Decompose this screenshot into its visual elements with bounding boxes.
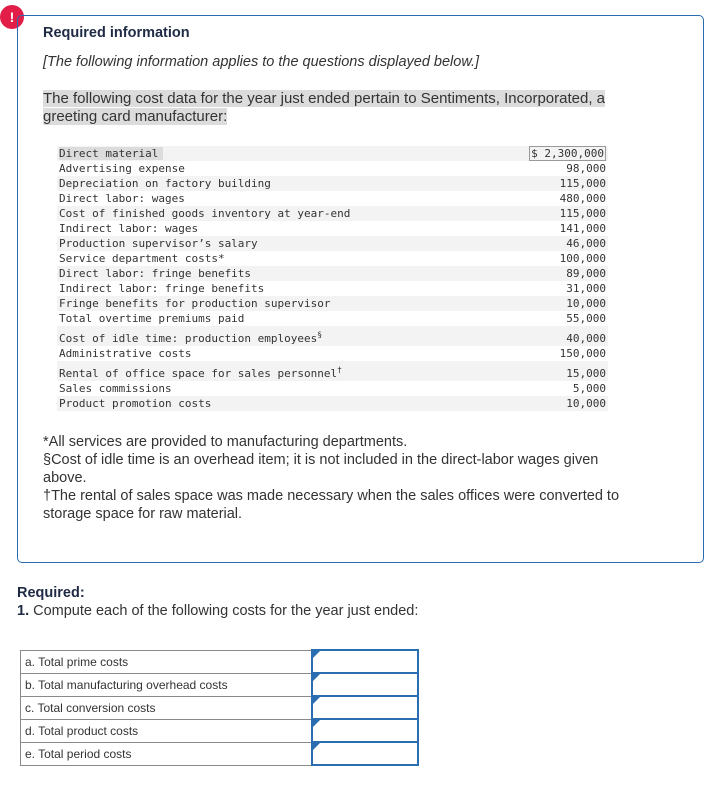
footnotes bbox=[43, 433, 643, 523]
answer-input[interactable] bbox=[313, 721, 417, 740]
cost-row bbox=[57, 311, 608, 326]
cost-label: Indirect labor: wages bbox=[59, 222, 199, 235]
answer-row bbox=[21, 742, 419, 765]
cost-amount: 40,000 bbox=[566, 332, 606, 345]
required-information-title: Required information bbox=[43, 25, 190, 41]
cost-amount: 480,000 bbox=[559, 192, 606, 205]
input-corner-icon bbox=[313, 651, 320, 658]
cost-amount: 5,000 bbox=[572, 382, 606, 395]
cost-row bbox=[57, 266, 608, 281]
cost-label-cell bbox=[57, 281, 519, 296]
cost-amount-cell bbox=[519, 396, 608, 411]
cost-label: Product promotion costs bbox=[59, 397, 212, 410]
answer-label: b. Total manufacturing overhead costs bbox=[21, 673, 313, 696]
cost-label: Sales commissions bbox=[59, 382, 172, 395]
cost-amount: 89,000 bbox=[566, 267, 606, 280]
answer-input[interactable] bbox=[313, 698, 417, 717]
cost-label: Indirect labor: fringe benefits bbox=[59, 282, 265, 295]
question-1 bbox=[17, 603, 418, 619]
cost-amount: 31,000 bbox=[566, 282, 606, 295]
answer-label: c. Total conversion costs bbox=[21, 696, 313, 719]
answer-label: d. Total product costs bbox=[21, 719, 313, 742]
cost-amount-cell bbox=[519, 206, 608, 221]
cost-label: Total overtime premiums paid bbox=[59, 312, 245, 325]
footnote-marker: † bbox=[337, 365, 342, 375]
cost-amount-cell bbox=[519, 381, 608, 396]
cost-label: Rental of office space for sales personnel bbox=[59, 367, 338, 380]
cost-label: Administrative costs bbox=[59, 347, 192, 360]
cost-row bbox=[57, 251, 608, 266]
cost-amount: 15,000 bbox=[566, 367, 606, 380]
question-text: Compute each of the following costs for the year just ended: bbox=[29, 603, 419, 619]
cost-row bbox=[57, 191, 608, 206]
cost-data-table bbox=[57, 146, 608, 411]
input-corner-icon bbox=[313, 720, 320, 727]
answer-input[interactable] bbox=[313, 675, 417, 694]
cost-label: Advertising expense bbox=[59, 162, 185, 175]
intro-line-1: The following cost data for the year just ended pertain to Sentiments, Incorporated, a bbox=[43, 90, 605, 107]
cost-label-cell bbox=[57, 346, 519, 361]
cost-amount-cell bbox=[519, 146, 608, 161]
cost-label: Direct labor: wages bbox=[59, 192, 185, 205]
cost-label: Service department costs* bbox=[59, 252, 225, 265]
cost-row bbox=[57, 146, 608, 161]
cost-row bbox=[57, 161, 608, 176]
cost-amount-cell bbox=[519, 176, 608, 191]
cost-label: Cost of finished goods inventory at year-end bbox=[59, 207, 351, 220]
question-number: 1. bbox=[17, 603, 30, 619]
alert-icon: ! bbox=[0, 5, 24, 29]
cost-amount-cell bbox=[519, 281, 608, 296]
cost-amount-cell bbox=[519, 221, 608, 236]
answer-input-cell[interactable] bbox=[312, 650, 418, 673]
cost-label-cell bbox=[57, 296, 519, 311]
cost-label-cell bbox=[57, 221, 519, 236]
footnote-rental: †The rental of sales space was made necessary when the sales offices were converted to storage space for raw material. bbox=[43, 488, 620, 522]
input-corner-icon bbox=[313, 674, 320, 681]
cost-label-cell bbox=[57, 361, 519, 381]
cost-amount: 55,000 bbox=[566, 312, 606, 325]
cost-label-cell bbox=[57, 206, 519, 221]
cost-amount: 150,000 bbox=[559, 347, 606, 360]
cost-amount: $ 2,300,000 bbox=[531, 147, 604, 160]
required-label: Required: bbox=[17, 585, 85, 601]
cost-amount-cell bbox=[519, 161, 608, 176]
cost-amount: 141,000 bbox=[559, 222, 606, 235]
cost-row bbox=[57, 361, 608, 381]
cost-row bbox=[57, 206, 608, 221]
cost-amount: 10,000 bbox=[566, 397, 606, 410]
intro-line-2: greeting card manufacturer: bbox=[43, 108, 228, 125]
footnote-service: *All services are provided to manufacturing departments. bbox=[43, 434, 408, 450]
cost-label-cell bbox=[57, 191, 519, 206]
answer-row bbox=[21, 673, 419, 696]
answer-row bbox=[21, 696, 419, 719]
input-corner-icon bbox=[313, 697, 320, 704]
input-corner-icon bbox=[313, 743, 320, 750]
info-note: [The following information applies to the questions displayed below.] bbox=[43, 54, 480, 70]
cost-amount-cell bbox=[519, 326, 608, 346]
cost-amount: 115,000 bbox=[559, 207, 606, 220]
cost-row bbox=[57, 236, 608, 251]
cost-amount-cell bbox=[519, 236, 608, 251]
cost-row bbox=[57, 296, 608, 311]
answer-input-cell[interactable] bbox=[312, 742, 418, 765]
answer-input[interactable] bbox=[313, 744, 417, 763]
cost-label: Production supervisor’s salary bbox=[59, 237, 258, 250]
cost-amount-cell bbox=[519, 251, 608, 266]
answer-input-cell[interactable] bbox=[312, 719, 418, 742]
cost-amount-cell bbox=[519, 266, 608, 281]
cost-amount-cell bbox=[519, 296, 608, 311]
cost-amount: 10,000 bbox=[566, 297, 606, 310]
cost-label: Depreciation on factory building bbox=[59, 177, 271, 190]
footnote-idle-time: §Cost of idle time is an overhead item; it is not included in the direct-labor wages given above. bbox=[43, 452, 599, 486]
cost-label-cell bbox=[57, 146, 519, 161]
answer-input-cell[interactable] bbox=[312, 673, 418, 696]
cost-amount: 46,000 bbox=[566, 237, 606, 250]
answer-label: e. Total period costs bbox=[21, 742, 313, 765]
cost-label-cell bbox=[57, 161, 519, 176]
footnote-marker: § bbox=[317, 330, 323, 340]
cost-label-cell bbox=[57, 266, 519, 281]
cost-label: Direct material bbox=[59, 147, 163, 160]
cost-label-cell bbox=[57, 251, 519, 266]
cost-label: Cost of idle time: production employees bbox=[59, 332, 318, 345]
cost-amount-cell bbox=[519, 346, 608, 361]
cost-row bbox=[57, 326, 608, 346]
cost-label-cell bbox=[57, 326, 519, 346]
cost-label-cell bbox=[57, 236, 519, 251]
cost-row bbox=[57, 346, 608, 361]
answer-label: a. Total prime costs bbox=[21, 650, 313, 673]
answer-row bbox=[21, 650, 419, 673]
answer-row bbox=[21, 719, 419, 742]
cost-row bbox=[57, 381, 608, 396]
answer-input[interactable] bbox=[313, 652, 417, 671]
cost-amount-cell bbox=[519, 361, 608, 381]
answer-input-cell[interactable] bbox=[312, 696, 418, 719]
cost-amount: 98,000 bbox=[566, 162, 606, 175]
intro-text bbox=[43, 90, 643, 126]
cost-label-cell bbox=[57, 176, 519, 191]
cost-amount: 115,000 bbox=[559, 177, 606, 190]
cost-row bbox=[57, 281, 608, 296]
cost-amount-cell bbox=[519, 311, 608, 326]
cost-row bbox=[57, 221, 608, 236]
cost-label-cell bbox=[57, 311, 519, 326]
cost-row bbox=[57, 176, 608, 191]
cost-label-cell bbox=[57, 381, 519, 396]
cost-label: Fringe benefits for production supervisor bbox=[59, 297, 331, 310]
cost-row bbox=[57, 396, 608, 411]
cost-amount-cell bbox=[519, 191, 608, 206]
cost-label: Direct labor: fringe benefits bbox=[59, 267, 252, 280]
cost-amount: 100,000 bbox=[559, 252, 606, 265]
answer-table bbox=[20, 649, 419, 766]
cost-label-cell bbox=[57, 396, 519, 411]
